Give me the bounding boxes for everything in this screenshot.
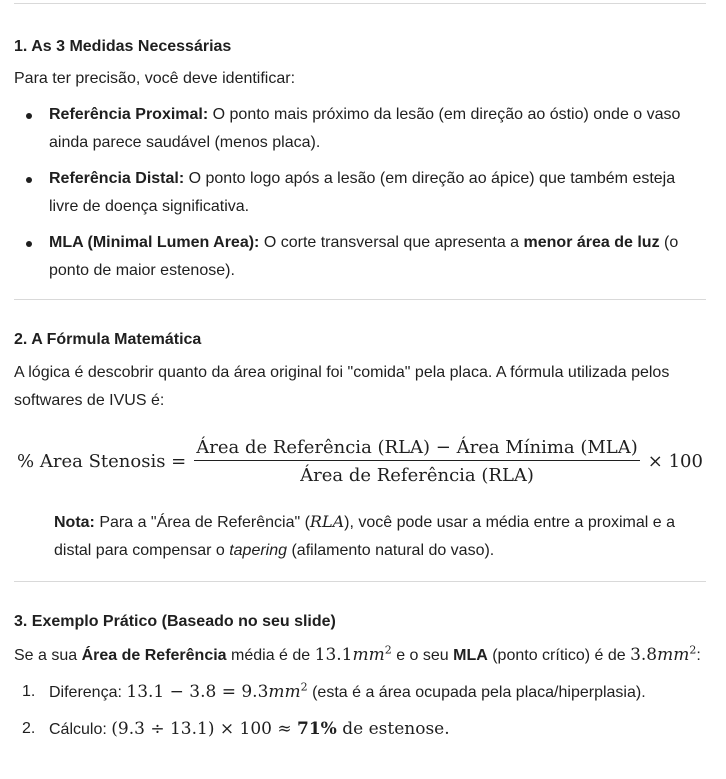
intro-text: :: [696, 647, 701, 664]
term-proximal: Referência Proximal:: [49, 106, 209, 123]
desc-distal: O ponto logo após a lesão (em direção ao ápice) que também esteja livre de doença significativa.: [49, 170, 676, 215]
desc-mla-a: O corte transversal que apresenta a: [259, 234, 524, 251]
step-result: 71%: [297, 719, 337, 739]
section2-intro: A lógica é descobrir quanto da área original foi "comida" pela placa. A fórmula utilizada pelos softwares de IVUS é:: [14, 364, 670, 409]
intro-text: e o seu: [391, 647, 454, 664]
formula-rhs: × 100: [647, 451, 703, 472]
step-text: de estenose.: [336, 719, 450, 739]
note-label: Nota:: [54, 514, 95, 531]
step-exp: 2: [300, 680, 308, 694]
note-em: tapering: [229, 542, 288, 559]
step-expression: (9.3 ÷ 13.1) × 100 ≈: [111, 719, 298, 739]
note-text-a: Para a "Área de Referência" (: [94, 514, 310, 531]
divider-1: [14, 299, 706, 300]
step-label: Diferença:: [49, 684, 127, 701]
formula-denominator: Área de Referência (RLA): [300, 465, 534, 486]
intro-text: média é de: [226, 647, 315, 664]
section3-heading: 3. Exemplo Prático (Baseado no seu slide): [14, 613, 336, 630]
measures-list: [14, 101, 706, 285]
intro-value-mla: 3.8: [630, 645, 658, 665]
divider-2: [14, 581, 706, 582]
list-item-proximal: [14, 101, 706, 157]
formula-fraction: [194, 437, 640, 486]
formula-lhs: % Area Stenosis =: [17, 451, 187, 472]
note-text-c: (afilamento natural do vaso).: [287, 542, 495, 559]
bullet-icon: [26, 113, 32, 119]
intro-exp: 2: [689, 643, 697, 657]
term-distal: Referência Distal:: [49, 170, 185, 187]
step-number: 1.: [22, 683, 36, 700]
bullet-icon: [26, 177, 32, 183]
divider-top: [14, 3, 706, 4]
intro-exp: 2: [384, 643, 392, 657]
formula-numerator: Área de Referência (RLA) − Área Mínima (MLA): [194, 437, 640, 461]
intro-text: Se a sua: [14, 647, 82, 664]
stenosis-formula: [14, 437, 706, 486]
desc-mla-strong: menor área de luz: [523, 234, 660, 251]
intro-strong-ref: Área de Referência: [81, 647, 227, 664]
section1-intro: Para ter precisão, você deve identificar:: [14, 70, 296, 87]
step-difference: [14, 678, 706, 707]
note-paragraph: [54, 508, 706, 565]
list-item-mla: [14, 229, 706, 285]
intro-strong-mla: MLA: [453, 647, 488, 664]
list-item-distal: [14, 165, 706, 221]
section2-heading: 2. A Fórmula Matemática: [14, 331, 202, 348]
term-mla: MLA (Minimal Lumen Area):: [49, 234, 260, 251]
document: [14, 0, 706, 752]
note-var: RLA: [309, 512, 345, 531]
intro-text: (ponto crítico) é de: [487, 647, 631, 664]
step-text: (esta é a área ocupada pela placa/hiperplasia).: [307, 684, 646, 701]
section1-heading: 1. As 3 Medidas Necessárias: [14, 38, 232, 55]
step-number: 2.: [22, 720, 36, 737]
step-unit: mm: [268, 682, 301, 702]
desc-proximal: O ponto mais próximo da lesão (em direção ao óstio) onde o vaso ainda parece saudável (menos placa).: [49, 106, 681, 151]
calculation-steps: [14, 678, 706, 744]
section3-intro: [14, 641, 706, 670]
step-expression: 13.1 − 3.8 = 9.3: [126, 682, 269, 702]
step-calculation: [14, 715, 706, 744]
step-label: Cálculo:: [49, 721, 112, 738]
note-text-b: ), você pode usar a média entre a proximal e a distal para compensar o: [54, 514, 675, 559]
intro-unit: mm: [657, 645, 690, 665]
desc-mla-b: (o ponto de maior estenose).: [49, 234, 679, 279]
intro-value-ref: 13.1: [314, 645, 353, 665]
bullet-icon: [26, 241, 32, 247]
intro-unit: mm: [352, 645, 385, 665]
